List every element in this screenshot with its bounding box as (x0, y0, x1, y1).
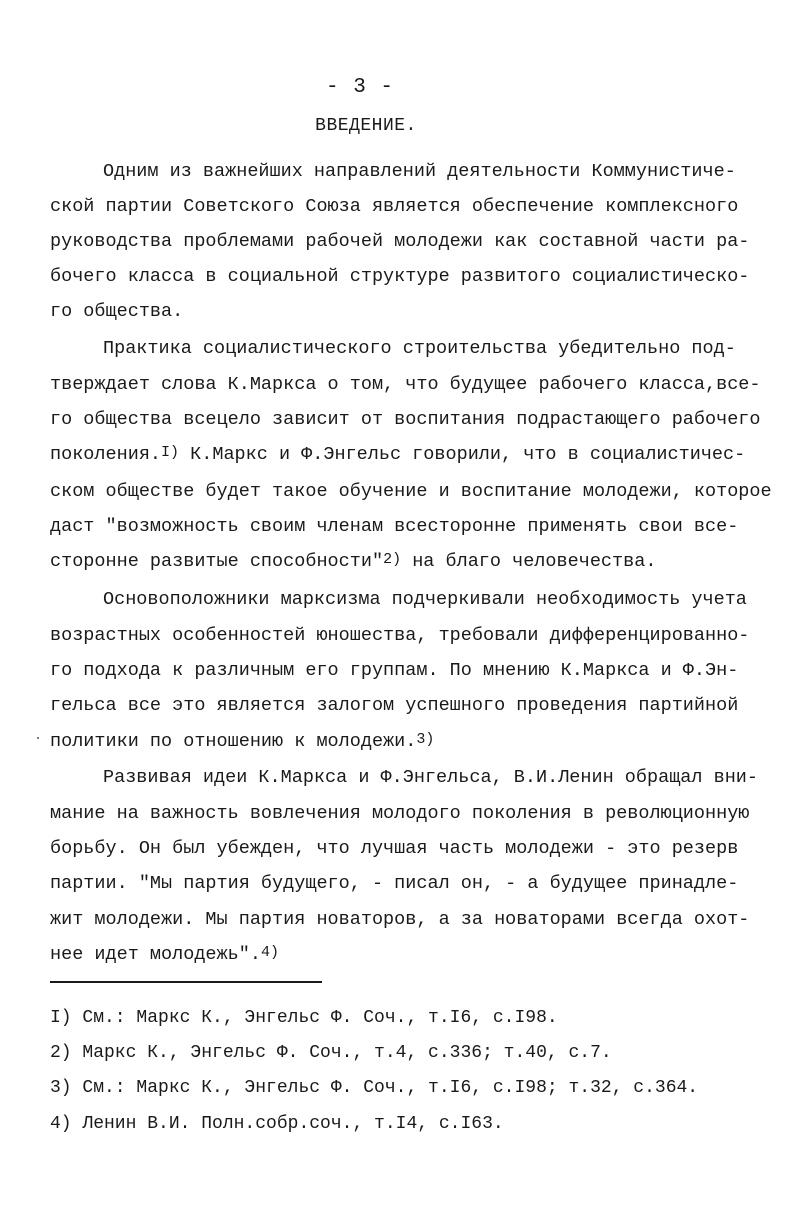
footnote-separator (50, 981, 322, 983)
paragraph-4-line-3: борьбу. Он был убежден, что лучшая часть молодежи - это резерв (50, 838, 739, 859)
paragraph-2-line-4-continuation: К.Маркс и Ф.Энгельс говорили, что в социалистичес- (179, 444, 746, 465)
footnote-ref-4: 4) (260, 944, 279, 961)
paragraph-3-line-5 (50, 730, 434, 754)
paragraph-2-line-4-text: поколения. (50, 444, 162, 465)
paragraph-2-line-7 (50, 550, 656, 574)
paragraph-2-line-6: даст "возможность своим членам всесторонне применять свои все- (50, 516, 739, 537)
section-title: ВВЕДЕНИЕ. (315, 116, 417, 136)
paragraph-3-line-2: возрастных особенностей юношества, требовали дифференцированно- (50, 625, 750, 646)
paragraph-1-line-2: ской партии Советского Союза является обеспечение комплексного (50, 196, 739, 217)
paragraph-2-line-4 (50, 443, 745, 467)
paragraph-4-line-4: партии. "Мы партия будущего, - писал он, - а будущее принадле- (50, 873, 739, 894)
paragraph-3-line-1: Основоположники марксизма подчеркивали необходимость учета (103, 589, 747, 610)
paragraph-4-line-6-text: нее идет молодежь". (50, 944, 261, 965)
paragraph-4-line-1: Развивая идеи К.Маркса и Ф.Энгельса, В.И.Ленин обращал вни- (103, 767, 759, 788)
paragraph-1-line-5: го общества. (50, 301, 184, 322)
footnote-1: I) См.: Маркс К., Энгельс Ф. Соч., т.I6, с.I98. (50, 1008, 558, 1028)
footnote-3: 3) См.: Маркс К., Энгельс Ф. Соч., т.I6, с.I98; т.32, с.364. (50, 1078, 699, 1098)
paragraph-2-line-2: тверждает слова К.Маркса о том, что будущее рабочего класса,все- (50, 374, 761, 395)
scan-speck (37, 737, 39, 739)
page-number: - 3 - (325, 76, 394, 99)
paragraph-4-line-2: мание на важность вовлечения молодого поколения в революционную (50, 803, 750, 824)
paragraph-2-line-1: Практика социалистического строительства убедительно под- (103, 338, 736, 359)
paragraph-2-line-3: го общества всецело зависит от воспитания подрастающего рабочего (50, 409, 761, 430)
paragraph-4-line-6 (50, 943, 279, 967)
paragraph-4-line-5: жит молодежи. Мы партия новаторов, а за новаторами всегда охот- (50, 909, 750, 930)
paragraph-1-line-3: руководства проблемами рабочей молодежи как составной части ра- (50, 231, 750, 252)
paragraph-1-line-4: бочего класса в социальной структуре развитого социалистическо- (50, 266, 750, 287)
footnote-4: 4) Ленин В.И. Полн.собр.соч., т.I4, с.I63. (50, 1114, 504, 1134)
paragraph-3-line-4: гельса все это является залогом успешного проведения партийной (50, 695, 739, 716)
footnote-ref-3: 3) (416, 731, 435, 748)
paragraph-3-line-3: го подхода к различным его группам. По мнению К.Маркса и Ф.Эн- (50, 660, 739, 681)
footnote-ref-2: 2) (383, 551, 402, 568)
paragraph-3-line-5-text: политики по отношению к молодежи. (50, 731, 417, 752)
footnote-ref-1: I) (161, 444, 180, 461)
paragraph-2-line-7-end: на благо человечества. (412, 551, 657, 572)
paragraph-1-line-1: Одним из важнейших направлений деятельности Коммунистиче- (103, 161, 736, 182)
paragraph-2-line-7-text: сторонне развитые способности" (50, 551, 384, 572)
paragraph-2-line-5: ском обществе будет такое обучение и воспитание молодежи, которое (50, 481, 772, 502)
footnote-2: 2) Маркс К., Энгельс Ф. Соч., т.4, с.336; т.40, с.7. (50, 1043, 612, 1063)
